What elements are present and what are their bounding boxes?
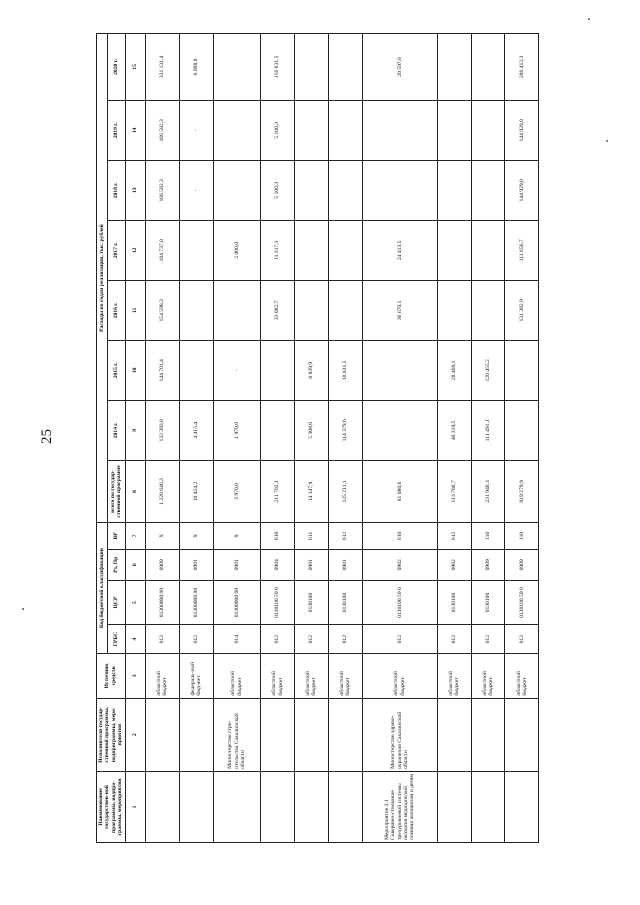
cell-2017: 111 656,7 — [505, 220, 539, 280]
index-cell: 10 — [125, 340, 145, 400]
cell-2019 — [294, 100, 328, 160]
cell-2018: 144 929,0 — [505, 160, 539, 220]
cell-2017 — [328, 220, 362, 280]
scan-speck — [606, 140, 608, 142]
cell-grbs: 012 — [437, 625, 471, 654]
cell-2016 — [213, 280, 261, 340]
cell-grbs: 012 — [294, 625, 328, 654]
cell-source: областной бюджет — [328, 654, 362, 698]
cell-executor — [505, 698, 539, 771]
cell-2014: 40 319,5 — [437, 400, 471, 460]
cell-grbs: 012 — [145, 625, 179, 654]
table-row — [213, 34, 261, 843]
cell-2018 — [437, 160, 471, 220]
cell-name: Мероприятие 3.1 Совершен-ствование трехуровневой системы оказания медицинской помощи женщинам и детям — [362, 771, 437, 842]
cell-vr: Х — [213, 523, 261, 550]
index-cell: 14 — [125, 100, 145, 160]
cell-2015: 28 460,1 — [437, 340, 471, 400]
cell-2017: 11 317,3 — [261, 220, 295, 280]
header-source: Источник средств — [97, 654, 126, 698]
cell-2018 — [362, 160, 437, 220]
cell-csr: 0130100 59 0 — [362, 580, 437, 624]
cell-total: 211 702,1 — [261, 460, 295, 522]
cell-vr: 610 — [362, 523, 437, 550]
cell-2017: 2 000,0 — [213, 220, 261, 280]
header-year: 2020 г. — [107, 34, 125, 101]
page-number: 25 — [39, 429, 55, 444]
cell-2015: - — [213, 340, 261, 400]
index-cell: 9 — [125, 400, 145, 460]
cell-vr: 610 — [261, 523, 295, 550]
cell-rzpr: 0909 — [471, 549, 505, 580]
cell-total: 81 080,6 — [362, 460, 437, 522]
cell-name — [328, 771, 362, 842]
header-row-1 — [97, 34, 108, 843]
cell-name — [145, 771, 179, 842]
cell-source: областной бюджет — [294, 654, 328, 698]
cell-rzpr: 0901 — [294, 549, 328, 580]
table-row — [471, 34, 505, 843]
cell-2017: 184 737,0 — [145, 220, 179, 280]
cell-name — [213, 771, 261, 842]
cell-2019 — [471, 100, 505, 160]
cell-2017: 24 413,5 — [362, 220, 437, 280]
scan-speck — [22, 608, 24, 610]
cell-2020: 331 131,4 — [145, 34, 179, 101]
cell-rzpr: 0901 — [213, 549, 261, 580]
scan-speck — [588, 18, 590, 20]
cell-2016: 33 082,7 — [261, 280, 295, 340]
cell-executor — [261, 698, 295, 771]
cell-2019 — [213, 100, 261, 160]
cell-2015 — [261, 340, 295, 400]
cell-executor: Министерство стро-ительства Сахалинской области — [213, 698, 261, 771]
index-cell: 4 — [125, 625, 145, 654]
cell-2018: 166 582,3 — [145, 160, 179, 220]
cell-executor: Министерство здраво-охранения Сахалинской области — [362, 698, 437, 771]
table-row — [362, 34, 437, 843]
cell-2016: 36 670,5 — [362, 280, 437, 340]
header-total: всего по государ-ственной программе — [107, 460, 125, 522]
cell-2020: 6 008,8 — [179, 34, 213, 101]
cell-2014: 132 393,8 — [145, 400, 179, 460]
cell-2019: 166 582,3 — [145, 100, 179, 160]
cell-executor — [471, 698, 505, 771]
cell-vr: 611 — [294, 523, 328, 550]
cell-grbs: 012 — [471, 625, 505, 654]
cell-source: федераль-ный бюд-жет — [179, 654, 213, 698]
cell-2016 — [328, 280, 362, 340]
cell-2019 — [362, 100, 437, 160]
cell-csr: 01300000 00 — [145, 580, 179, 624]
cell-csr: 0130100 59 0 — [505, 580, 539, 624]
cell-csr: 0130100 59 0 — [261, 580, 295, 624]
cell-2016 — [437, 280, 471, 340]
cell-2019: 144 929,0 — [505, 100, 539, 160]
cell-2020: 286 412,3 — [505, 34, 539, 101]
cell-rzpr: 0909 — [145, 549, 179, 580]
cell-2015: 120 455,2 — [471, 340, 505, 400]
cell-executor — [437, 698, 471, 771]
cell-2014 — [261, 400, 295, 460]
cell-vr: Х — [179, 523, 213, 550]
cell-2018: - — [179, 160, 213, 220]
table-row — [505, 34, 539, 843]
index-cell: 2 — [125, 698, 145, 771]
cell-2020 — [437, 34, 471, 101]
header-year: 2019 г. — [107, 100, 125, 160]
cell-2019: 5 100,3 — [261, 100, 295, 160]
index-cell: 13 — [125, 160, 145, 220]
cell-2017 — [471, 220, 505, 280]
cell-vr: 612 — [437, 523, 471, 550]
cell-total: 10 424,2 — [179, 460, 213, 522]
cell-2019 — [328, 100, 362, 160]
cell-rzpr: 0902 — [362, 549, 437, 580]
column-index-row — [125, 34, 145, 843]
cell-name — [505, 771, 539, 842]
cell-name — [437, 771, 471, 842]
cell-grbs: 012 — [505, 625, 539, 654]
cell-2018: 5 100,3 — [261, 160, 295, 220]
index-cell: 5 — [125, 580, 145, 624]
cell-total: 113 700,7 — [437, 460, 471, 522]
index-cell: 12 — [125, 220, 145, 280]
header-year: 2018 г. — [107, 160, 125, 220]
cell-2017 — [179, 220, 213, 280]
cell-csr: 0130100 — [294, 580, 328, 624]
header-expenses-group: Расходы по годам реализации, тыс. рублей — [97, 34, 108, 523]
header-vr: ВР — [107, 523, 125, 550]
cell-rzpr: 0901 — [328, 549, 362, 580]
cell-2020 — [471, 34, 505, 101]
cell-2015: 10 831,5 — [328, 340, 362, 400]
header-year: 2017 г. — [107, 220, 125, 280]
cell-2014: 114 379,6 — [328, 400, 362, 460]
cell-total: 125 211,1 — [328, 460, 362, 522]
cell-2017 — [437, 220, 471, 280]
cell-2014: 1 970,0 — [213, 400, 261, 460]
cell-2018 — [294, 160, 328, 220]
cell-2015 — [362, 340, 437, 400]
cell-2019 — [437, 100, 471, 160]
cell-2016 — [294, 280, 328, 340]
cell-rzpr: 0902 — [437, 549, 471, 580]
cell-2015: 144 701,4 — [145, 340, 179, 400]
cell-vr: 110 — [505, 523, 539, 550]
header-name: Наименование государствен-ной программы, подпро-граммы, мероприятия — [97, 771, 126, 842]
cell-rzpr: 0901 — [179, 549, 213, 580]
budget-table — [96, 33, 539, 843]
table-row — [294, 34, 328, 843]
cell-2018 — [328, 160, 362, 220]
table-row — [179, 34, 213, 843]
cell-csr: 0130100 — [471, 580, 505, 624]
cell-source: областной бюджет — [261, 654, 295, 698]
header-grbs: ГРБС — [107, 625, 125, 654]
cell-2020 — [294, 34, 328, 101]
cell-vr: 612 — [328, 523, 362, 550]
cell-grbs: 014 — [213, 625, 261, 654]
cell-grbs: 012 — [261, 625, 295, 654]
cell-source: областной бюджет — [437, 654, 471, 698]
cell-source: областной бюджет — [362, 654, 437, 698]
cell-source: областной бюджет — [505, 654, 539, 698]
cell-2017 — [294, 220, 328, 280]
cell-grbs: 012 — [328, 625, 362, 654]
cell-csr: 0130100 — [437, 580, 471, 624]
index-cell: 3 — [125, 654, 145, 698]
index-cell: 15 — [125, 34, 145, 101]
cell-name — [179, 771, 213, 842]
cell-executor — [294, 698, 328, 771]
cell-vr: 110 — [471, 523, 505, 550]
header-codes-group: Код бюджетной классификации — [97, 523, 108, 654]
index-cell: 11 — [125, 280, 145, 340]
table-row — [145, 34, 179, 843]
index-cell: 8 — [125, 460, 145, 522]
cell-total: 3 970,0 — [213, 460, 261, 522]
cell-csr: 01300000 00 — [179, 580, 213, 624]
cell-2016 — [179, 280, 213, 340]
index-cell: 6 — [125, 549, 145, 580]
table-row — [437, 34, 471, 843]
cell-source: областной бюджет — [471, 654, 505, 698]
cell-2019: - — [179, 100, 213, 160]
cell-grbs: 012 — [362, 625, 437, 654]
cell-2018 — [213, 160, 261, 220]
cell-source: областной бюджет — [213, 654, 261, 698]
header-year: 2015 г. — [107, 340, 125, 400]
cell-2014 — [362, 400, 437, 460]
cell-2014: 5 308,0 — [294, 400, 328, 460]
header-year: 2014 г. — [107, 400, 125, 460]
cell-csr: 01300000 00 — [213, 580, 261, 624]
cell-source: областной бюджет — [145, 654, 179, 698]
cell-csr: 0130100 — [328, 580, 362, 624]
cell-2015 — [179, 340, 213, 400]
table-row — [328, 34, 362, 843]
cell-2016: 131 382,9 — [505, 280, 539, 340]
index-cell: 1 — [125, 771, 145, 842]
header-rzpr: Рз, Пр — [107, 549, 125, 580]
cell-rzpr: 0904 — [261, 549, 295, 580]
cell-total: 14 147,9 — [294, 460, 328, 522]
index-cell: 7 — [125, 523, 145, 550]
cell-total: 1 220 646,3 — [145, 460, 179, 522]
cell-executor — [145, 698, 179, 771]
cell-grbs: 012 — [179, 625, 213, 654]
cell-2016 — [471, 280, 505, 340]
cell-2020: 20 597,6 — [362, 34, 437, 101]
header-executor: Исполнители государ-ственной программы, подпрограммы, меро-приятия — [97, 698, 126, 771]
cell-name — [261, 771, 295, 842]
cell-executor — [179, 698, 213, 771]
cell-2015 — [505, 340, 539, 400]
cell-2020 — [213, 34, 261, 101]
cell-2020: 156 631,5 — [261, 34, 295, 101]
cell-2016: 154 598,3 — [145, 280, 179, 340]
cell-name — [471, 771, 505, 842]
cell-total: 231 946,3 — [471, 460, 505, 522]
header-csr: ЦСР — [107, 580, 125, 624]
cell-2014: 4 415,4 — [179, 400, 213, 460]
cell-total: 819 279,9 — [505, 460, 539, 522]
cell-2015: 8 839,9 — [294, 340, 328, 400]
cell-vr: Х — [145, 523, 179, 550]
cell-2018 — [471, 160, 505, 220]
cell-2014 — [505, 400, 539, 460]
cell-rzpr: 0909 — [505, 549, 539, 580]
cell-2014: 111 491,1 — [471, 400, 505, 460]
cell-name — [294, 771, 328, 842]
table-row — [261, 34, 295, 843]
cell-executor — [328, 698, 362, 771]
header-year: 2016 г. — [107, 280, 125, 340]
cell-2020 — [328, 34, 362, 101]
rotated-table-wrapper — [96, 33, 536, 843]
